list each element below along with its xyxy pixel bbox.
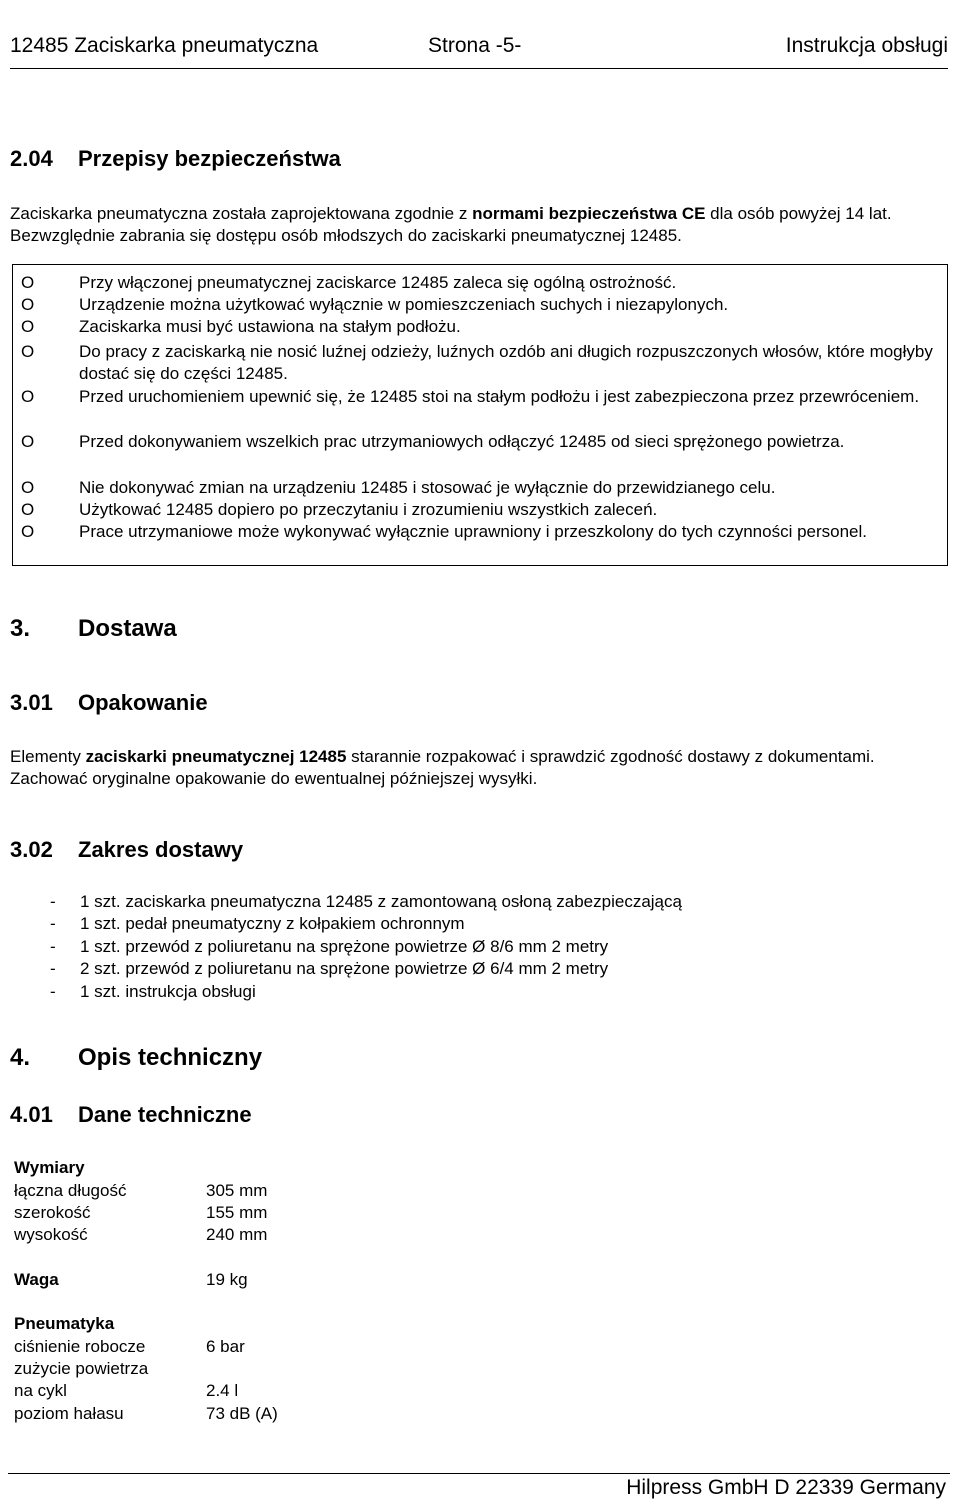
- safety-rules-box: [12, 264, 948, 566]
- packaging-text: Elementy: [10, 747, 86, 766]
- rule-text: Prace utrzymaniowe może wykonywać wyłącznie uprawniony i przeszkolony do tych czynności personel.: [79, 522, 868, 541]
- section-heading-3-01: [10, 690, 208, 716]
- footer-company: Hilpress GmbH D 22339 Germany: [626, 1476, 946, 1499]
- rule-text: Zaciskarka musi być ustawiona na stałym podłożu.: [79, 317, 461, 336]
- spec-label: wysokość: [14, 1225, 88, 1244]
- section-heading-3-02: [10, 837, 243, 863]
- section-number: 4.01: [10, 1102, 53, 1127]
- section-title: Zakres dostawy: [78, 837, 244, 862]
- section-number: 3.: [10, 615, 31, 642]
- safety-intro-paragraph: [10, 203, 910, 247]
- intro-text: Zaciskarka pneumatyczna została zaprojektowana zgodnie z: [10, 204, 473, 223]
- spec-label: łączna długość: [14, 1181, 127, 1200]
- delivery-item-text: 2 szt. przewód z poliuretanu na sprężone powietrze Ø 6/4 mm 2 metry: [80, 959, 609, 978]
- bullet-marker: O: [21, 317, 35, 336]
- section-number: 4.: [10, 1044, 31, 1071]
- spec-label: na cykl: [14, 1381, 67, 1400]
- section-heading-2-04: [10, 146, 341, 172]
- bullet-marker: O: [21, 478, 35, 497]
- spec-group-pneumatics: Pneumatyka: [14, 1314, 115, 1333]
- rule-text: Przed uruchomieniem upewnić się, że 12485 stoi na stałym podłożu i jest zabezpieczona przez przewróceniem.: [79, 387, 920, 406]
- list-dash: -: [50, 892, 56, 911]
- delivery-item: [50, 936, 608, 958]
- section-number: 2.04: [10, 146, 53, 171]
- header-page-number: Strona -5-: [428, 34, 522, 57]
- bullet-marker: O: [21, 387, 35, 406]
- list-dash: -: [50, 914, 56, 933]
- intro-emphasis: normami bezpieczeństwa CE: [472, 204, 706, 223]
- spec-value: 73 dB (A): [206, 1404, 278, 1423]
- spec-value: 6 bar: [206, 1337, 245, 1356]
- section-title: Dostawa: [78, 615, 177, 642]
- section-title: Dane techniczne: [78, 1102, 252, 1127]
- delivery-item: [50, 913, 465, 935]
- spec-group-weight: Waga: [14, 1270, 59, 1289]
- bullet-marker: O: [21, 500, 35, 519]
- section-number: 3.02: [10, 837, 53, 862]
- delivery-item-text: 1 szt. zaciskarka pneumatyczna 12485 z zamontowaną osłoną zabezpieczającą: [80, 892, 682, 911]
- spec-label: poziom hałasu: [14, 1404, 124, 1423]
- header-manual-label: Instrukcja obsługi: [785, 34, 948, 57]
- spec-value: 155 mm: [206, 1203, 268, 1222]
- list-dash: -: [50, 982, 56, 1001]
- list-dash: -: [50, 959, 56, 978]
- list-dash: -: [50, 937, 56, 956]
- page-header: [10, 34, 948, 69]
- rule-text: Użytkować 12485 dopiero po przeczytaniu i zrozumieniu wszystkich zaleceń.: [79, 500, 658, 519]
- section-number: 3.01: [10, 690, 53, 715]
- delivery-item-text: 1 szt. przewód z poliuretanu na sprężone powietrze Ø 8/6 mm 2 metry: [80, 937, 609, 956]
- rule-text: Przed dokonywaniem wszelkich prac utrzymaniowych odłączyć 12485 od sieci sprężonego powietrza.: [79, 432, 845, 451]
- intro-text-rest: dla osób powyżej 14 lat. Bezwzględnie zabrania się dostępu osób młodszych do zaciskarki pneumatycznej 12485.: [10, 204, 892, 245]
- rule-text: Przy włączonej pneumatycznej zaciskarce 12485 zaleca się ogólną ostrożność.: [79, 273, 677, 292]
- delivery-item: [50, 981, 256, 1003]
- spec-label: zużycie powietrza: [14, 1359, 149, 1378]
- packaging-emphasis: zaciskarki pneumatycznej 12485: [85, 747, 347, 766]
- section-heading-4: [10, 1044, 262, 1072]
- delivery-item: [50, 958, 608, 980]
- spec-value: 19 kg: [206, 1270, 248, 1289]
- spec-value: 240 mm: [206, 1225, 268, 1244]
- section-title: Przepisy bezpieczeństwa: [78, 146, 341, 171]
- header-title: 12485 Zaciskarka pneumatyczna: [10, 34, 319, 57]
- spec-label: szerokość: [14, 1203, 91, 1222]
- delivery-item-text: 1 szt. instrukcja obsługi: [80, 982, 256, 1001]
- bullet-marker: O: [21, 342, 35, 361]
- packaging-text-rest: starannie rozpakować i sprawdzić zgodność dostawy z dokumentami. Zachować oryginalne opakowanie do ewentualnej późniejszej wysyłki.: [10, 747, 875, 788]
- rule-text: Urządzenie można użytkować wyłącznie w pomieszczeniach suchych i niezapylonych.: [79, 295, 729, 314]
- spec-value: 305 mm: [206, 1181, 268, 1200]
- section-title: Opakowanie: [78, 690, 208, 715]
- bullet-marker: O: [21, 295, 35, 314]
- delivery-item: [50, 891, 682, 913]
- bullet-marker: O: [21, 522, 35, 541]
- spec-value: 2.4 l: [206, 1381, 239, 1400]
- spec-group-dimensions: Wymiary: [14, 1158, 85, 1177]
- rule-text: Do pracy z zaciskarką nie nosić luźnej odzieży, luźnych ozdób ani długich rozpuszczonych włosów, które mogłyby dostać się do części 12485.: [79, 342, 933, 383]
- footer-divider: [8, 1473, 950, 1474]
- rule-text: Nie dokonywać zmian na urządzeniu 12485 i stosować je wyłącznie do przewidzianego celu.: [79, 478, 776, 497]
- delivery-item-text: 1 szt. pedał pneumatyczny z kołpakiem ochronnym: [80, 914, 465, 933]
- packaging-paragraph: [10, 746, 890, 790]
- bullet-marker: O: [21, 273, 35, 292]
- section-title: Opis techniczny: [78, 1044, 263, 1071]
- bullet-marker: O: [21, 432, 35, 451]
- section-heading-4-01: [10, 1102, 252, 1128]
- spec-label: ciśnienie robocze: [14, 1337, 146, 1356]
- section-heading-3: [10, 615, 177, 643]
